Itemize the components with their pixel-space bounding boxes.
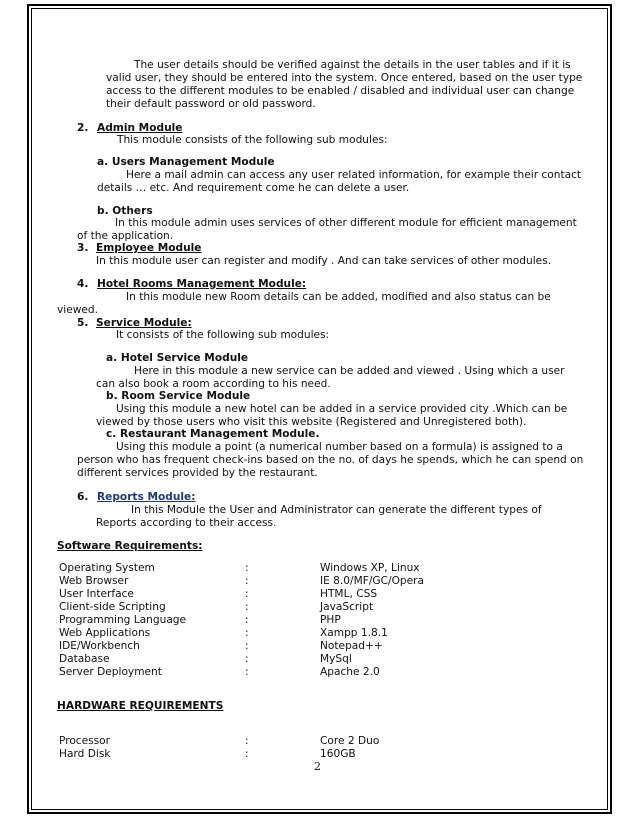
room-service-title: b. Room Service Module: [106, 390, 251, 402]
room-service-line-1: Using this module a new hotel can be added in a service provided city .Which can be: [116, 403, 568, 415]
hotel-service-line-2: can also book a room according to his need.: [96, 378, 331, 390]
others-line-2: of the application.: [77, 230, 174, 242]
software-row-value: HTML, CSS: [320, 588, 378, 600]
software-row-value: PHP: [320, 614, 341, 626]
hotel-service-line-1: Here in this module a new service can be added and viewed . Using which a user: [134, 365, 565, 377]
intro-line-3: access to the different modules to be enabled / disabled and individual user can change: [106, 85, 575, 97]
employee-desc: In this module user can register and modify . And can take services of other modules.: [96, 255, 552, 267]
hotel-rooms-line-2: viewed.: [57, 304, 99, 316]
software-row-value: Notepad++: [320, 640, 383, 652]
software-row-label: Web Applications: [59, 627, 151, 639]
software-row-sep: :: [245, 653, 249, 665]
hotel-service-title: a. Hotel Service Module: [106, 352, 249, 364]
hotel-rooms-line-1: In this module new Room details can be added, modified and also status can be: [126, 291, 551, 303]
hardware-row-label: Hard Disk: [59, 748, 111, 760]
software-row-sep: :: [245, 575, 249, 587]
software-row-sep: :: [245, 666, 249, 678]
software-heading: Software Requirements:: [57, 540, 203, 552]
reports-line-1: In this Module the User and Administrator can generate the different types of: [131, 504, 542, 516]
hardware-row-sep: :: [245, 748, 249, 760]
users-mgmt-line-2: details … etc. And requirement come he can delete a user.: [97, 182, 410, 194]
room-service-line-2: viewed by those users who visit this website (Registered and Unregistered both).: [96, 416, 527, 428]
service-title: Service Module:: [96, 317, 192, 329]
intro-line-2: valid user, they should be entered into the system. Once entered, based on the user type: [106, 72, 583, 84]
software-row-label: Operating System: [59, 562, 155, 574]
page-number: 2: [314, 760, 321, 773]
software-row-label: Web Browser: [59, 575, 129, 587]
software-row-sep: :: [245, 562, 249, 574]
software-row-label: IDE/Workbench: [59, 640, 140, 652]
software-row-sep: :: [245, 640, 249, 652]
software-row-sep: :: [245, 614, 249, 626]
software-row-value: MySql: [320, 653, 352, 665]
admin-number: 2.: [77, 122, 89, 134]
hardware-row-value: 160GB: [320, 748, 356, 760]
admin-desc: This module consists of the following sub modules:: [117, 134, 388, 146]
software-row-sep: :: [245, 588, 249, 600]
software-row-value: JavaScript: [320, 601, 374, 613]
hotel-rooms-number: 4.: [77, 278, 89, 290]
users-mgmt-title: a. Users Management Module: [97, 156, 275, 168]
software-row-label: User Interface: [59, 588, 134, 600]
software-row-sep: :: [245, 627, 249, 639]
hardware-row-sep: :: [245, 735, 249, 747]
software-row-value: Xampp 1.8.1: [320, 627, 388, 639]
admin-title: Admin Module: [97, 122, 183, 134]
others-line-1: In this module admin uses services of other different module for efficient management: [115, 217, 577, 229]
intro-line-4: their default password or old password.: [106, 98, 316, 110]
restaurant-line-2: person who has frequent check-ins based on the no. of days he spends, which he can spend on: [77, 454, 584, 466]
service-desc: It consists of the following sub modules:: [116, 329, 330, 341]
software-row-sep: :: [245, 601, 249, 613]
software-row-label: Programming Language: [59, 614, 187, 626]
restaurant-title: c. Restaurant Management Module.: [106, 428, 320, 440]
restaurant-line-3: different services provided by the restaurant.: [77, 467, 318, 479]
software-row-value: Windows XP, Linux: [320, 562, 420, 574]
employee-title: Employee Module: [96, 242, 202, 254]
hotel-rooms-title: Hotel Rooms Management Module:: [97, 278, 307, 290]
hardware-row-value: Core 2 Duo: [320, 735, 380, 747]
employee-number: 3.: [77, 242, 89, 254]
hardware-row-label: Processor: [59, 735, 111, 747]
software-row-value: IE 8.0/MF/GC/Opera: [320, 575, 425, 587]
reports-title: Reports Module:: [97, 491, 196, 503]
intro-line-1: The user details should be verified against the details in the user tables and if it is: [134, 59, 571, 71]
service-number: 5.: [77, 317, 89, 329]
software-row-label: Client-side Scripting: [59, 601, 166, 613]
hardware-heading: HARDWARE REQUIREMENTS: [57, 700, 224, 712]
restaurant-line-1: Using this module a point (a numerical number based on a formula) is assigned to a: [116, 441, 563, 453]
reports-number: 6.: [77, 491, 89, 503]
software-row-value: Apache 2.0: [320, 666, 380, 678]
others-title: b. Others: [97, 205, 153, 217]
users-mgmt-line-1: Here a mail admin can access any user related information, for example their contact: [126, 169, 582, 181]
reports-line-2: Reports according to their access.: [96, 517, 277, 529]
software-row-label: Database: [59, 653, 110, 665]
software-row-label: Server Deployment: [59, 666, 162, 678]
